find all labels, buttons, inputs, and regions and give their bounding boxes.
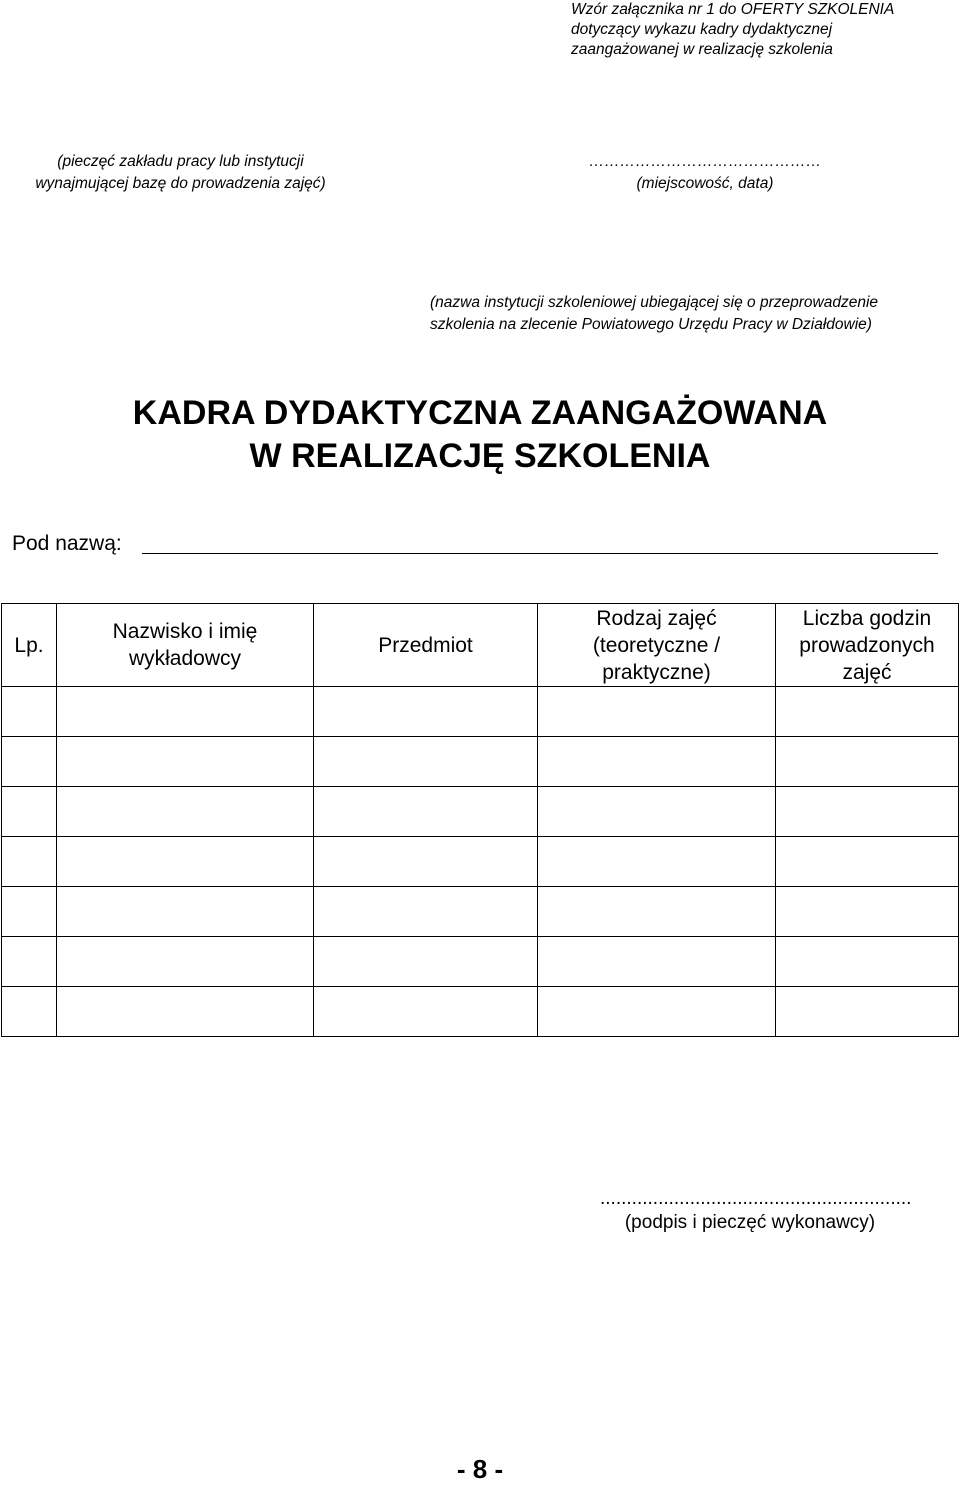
document-title-line1: KADRA DYDAKTYCZNA ZAANGAŻOWANA: [132, 394, 828, 432]
header-class-type-line1: Rodzaj zajęć: [596, 606, 717, 630]
table-cell[interactable]: [57, 837, 314, 887]
document-title-line2: W REALIZACJĘ SZKOLENIA: [249, 437, 711, 475]
table-row: [2, 837, 959, 887]
table-cell[interactable]: [57, 787, 314, 837]
table-cell[interactable]: [538, 937, 776, 987]
table-cell[interactable]: [776, 887, 959, 937]
document-title: [0, 392, 960, 478]
header-name-line1: Nazwisko i imię: [112, 620, 258, 643]
header-lp-line1: Lp.: [14, 633, 44, 657]
header-hours: [776, 604, 959, 687]
table-cell[interactable]: [57, 887, 314, 937]
header-subject-line1: Przedmiot: [378, 633, 473, 657]
table-cell[interactable]: [2, 987, 57, 1037]
attachment-note-line1: Wzór załącznika nr 1 do OFERTY SZKOLENIA: [571, 1, 895, 18]
table-row: [2, 887, 959, 937]
table-cell[interactable]: [57, 737, 314, 787]
pod-nazwa-label: Pod nazwą:: [12, 532, 122, 555]
table-cell[interactable]: [776, 787, 959, 837]
header-class-type-line3: praktyczne): [602, 660, 711, 684]
stamp-caption-line1: (pieczęć zakładu pracy lub instytucji: [57, 153, 304, 170]
institution-caption-line1: (nazwa instytucji szkoleniowej ubiegającej się o przeprowadzenie: [430, 294, 879, 311]
pod-nazwa-fill-line[interactable]: [142, 553, 938, 554]
table-cell[interactable]: [57, 987, 314, 1037]
table-cell[interactable]: [314, 887, 538, 937]
table-cell[interactable]: [2, 887, 57, 937]
table-cell[interactable]: [314, 787, 538, 837]
stamp-caption: [8, 151, 353, 195]
stamp-caption-line2: wynajmującej bazę do prowadzenia zajęć): [35, 175, 326, 192]
table-row: [2, 787, 959, 837]
signature-label: (podpis i pieczęć wykonawcy): [624, 1212, 876, 1233]
table-cell[interactable]: [538, 987, 776, 1037]
header-class-type-line2: (teoretyczne /: [592, 633, 721, 657]
table-cell[interactable]: [2, 787, 57, 837]
table-cell[interactable]: [776, 837, 959, 887]
attachment-note-line2: dotyczący wykazu kadry dydaktycznej: [571, 21, 833, 38]
header-name-line2: wykładowcy: [128, 647, 242, 670]
institution-caption: [430, 292, 955, 336]
table-cell[interactable]: [314, 837, 538, 887]
place-date-label: (miejscowość, data): [636, 175, 774, 192]
table-row: [2, 987, 959, 1037]
table-header-row: [2, 604, 959, 687]
table-body: [2, 687, 959, 1037]
table-cell[interactable]: [2, 837, 57, 887]
table-cell[interactable]: [538, 737, 776, 787]
place-date-dots: ………………………………………: [588, 153, 822, 170]
table-cell[interactable]: [776, 737, 959, 787]
header-lp: [2, 604, 57, 687]
table-cell[interactable]: [538, 887, 776, 937]
attachment-note-line3: zaangażowanej w realizację szkolenia: [571, 41, 833, 58]
header-hours-line1: Liczba godzin: [802, 606, 932, 630]
table-cell[interactable]: [314, 737, 538, 787]
table-cell[interactable]: [538, 787, 776, 837]
table-cell[interactable]: [776, 937, 959, 987]
signature-dots: ...........................................................: [600, 1188, 912, 1209]
header-class-type: [538, 604, 776, 687]
table-cell[interactable]: [314, 937, 538, 987]
table-cell[interactable]: [314, 987, 538, 1037]
table-cell[interactable]: [776, 687, 959, 737]
staff-table: [1, 603, 959, 1037]
attachment-note: [571, 0, 956, 60]
table-cell[interactable]: [776, 987, 959, 1037]
table-cell[interactable]: [314, 687, 538, 737]
table-cell[interactable]: [538, 837, 776, 887]
table-row: [2, 937, 959, 987]
table-cell[interactable]: [2, 737, 57, 787]
table-row: [2, 737, 959, 787]
table-cell[interactable]: [2, 937, 57, 987]
table-cell[interactable]: [538, 687, 776, 737]
header-subject: [314, 604, 538, 687]
header-hours-line2: prowadzonych: [799, 633, 935, 657]
place-date-block: [530, 151, 880, 195]
header-hours-line3: zajęć: [842, 660, 892, 684]
table-cell[interactable]: [2, 687, 57, 737]
table-cell[interactable]: [57, 937, 314, 987]
signature-block: [600, 1187, 912, 1235]
table-cell[interactable]: [57, 687, 314, 737]
page-number: - 8 -: [456, 1454, 504, 1484]
table-row: [2, 687, 959, 737]
header-name: [57, 604, 314, 687]
institution-caption-line2: szkolenia na zlecenie Powiatowego Urzędu Pracy w Działdowie): [430, 316, 872, 333]
